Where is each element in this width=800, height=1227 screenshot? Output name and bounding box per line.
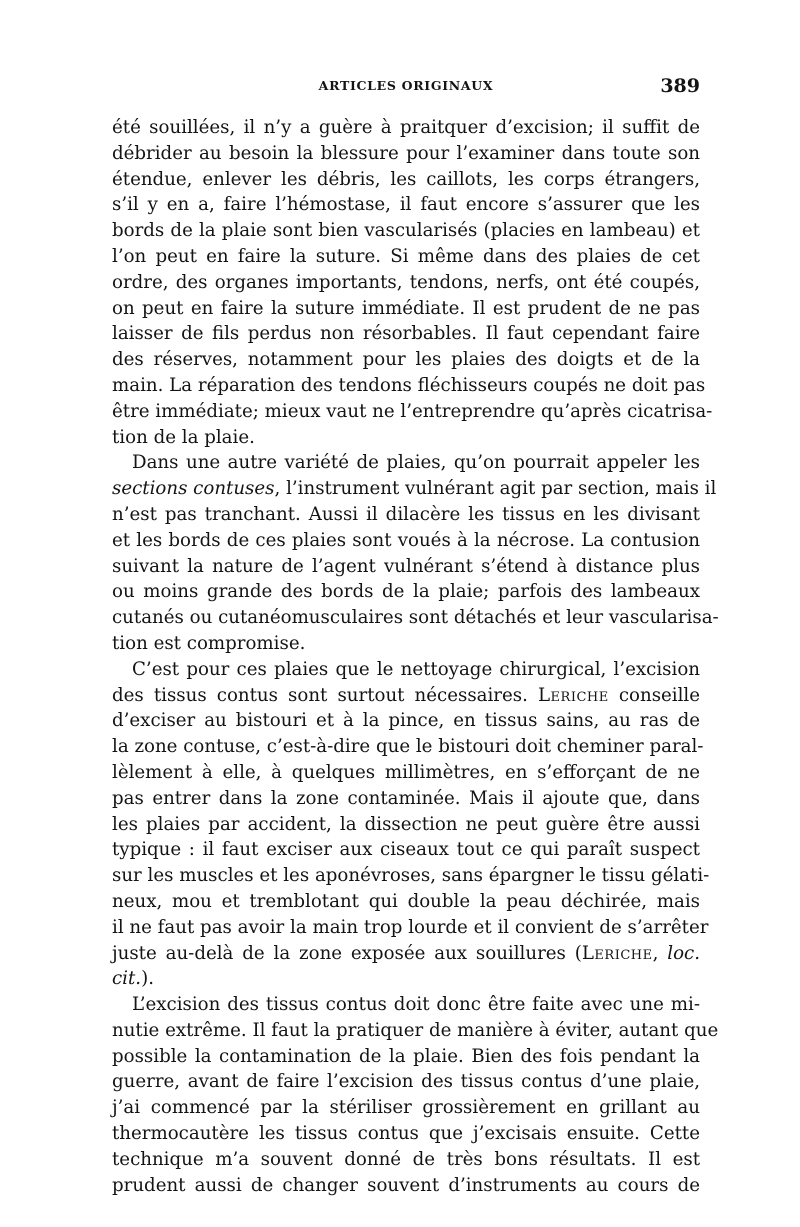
- text-segment: laisser de fils perdus non résorbables. Il faut cependant faire: [112, 323, 700, 345]
- text-line: [112, 1121, 700, 1147]
- text-line: [112, 966, 700, 992]
- text-segment: nutie extrême. Il faut la pratiquer de manière à éviter, autant que: [112, 1019, 719, 1041]
- text-segment: neux, mou et tremblotant qui double la peau déchirée, mais: [112, 890, 700, 912]
- text-segment: les plaies par accident, la dissection ne peut guère être aussi: [112, 813, 700, 835]
- text-line: [112, 1069, 700, 1095]
- text-segment: on peut en faire la suture immédiate. Il est prudent de ne pas: [112, 297, 700, 319]
- text-line: [112, 321, 700, 347]
- text-line: [112, 450, 700, 476]
- italic-text: cit.: [112, 968, 142, 990]
- text-segment: lèlement à elle, à quelques millimètres, en s’efforçant de ne: [112, 761, 700, 783]
- text-line: [112, 1095, 700, 1121]
- text-segment: et les bords de ces plaies sont voués à la nécrose. La contusion: [112, 529, 700, 551]
- text-segment: ,: [652, 942, 668, 964]
- text-line: [112, 786, 700, 812]
- text-segment: été souillées, il n’y a guère à praitquer d’excision; il suffit de: [112, 117, 700, 138]
- text-line: [112, 657, 700, 683]
- text-segment: Dans une autre variété de plaies, qu’on pourrait appeler les: [132, 452, 700, 474]
- text-line: [112, 915, 709, 941]
- text-segment: des réserves, notamment pour les plaies des doigts et de la: [112, 349, 700, 371]
- text-line: [112, 502, 700, 528]
- text-line: [112, 734, 704, 760]
- text-segment: j’ai commencé par la stériliser grossièrement en grillant au: [112, 1097, 700, 1119]
- text-line: [112, 167, 700, 193]
- running-head: [112, 75, 700, 100]
- text-line: [112, 528, 700, 554]
- running-head-title: ARTICLES ORIGINAUX: [318, 78, 494, 93]
- text-line: [112, 476, 717, 502]
- text-line: [112, 270, 700, 296]
- text-line: [112, 941, 700, 967]
- text-segment: il ne faut pas avoir la main trop lourde et il convient de s’arrêter: [112, 916, 709, 938]
- text-segment: ).: [141, 968, 154, 990]
- text-line: [112, 425, 700, 451]
- text-line: [112, 683, 700, 709]
- text-segment: conseille: [608, 684, 700, 706]
- text-segment: main. La réparation des tendons fléchisseurs coupés ne doit pas: [112, 374, 706, 396]
- text-line: [112, 141, 700, 167]
- text-segment: pas entrer dans la zone contaminée. Mais il ajoute que, dans: [112, 787, 700, 809]
- article-body: [112, 115, 719, 1198]
- text-line: [112, 837, 700, 863]
- text-line: [112, 889, 700, 915]
- text-line: [112, 347, 700, 373]
- text-segment: étendue, enlever les débris, les caillots, les corps étrangers,: [112, 168, 700, 190]
- text-line: [112, 812, 700, 838]
- text-segment: des tissus contus sont surtout nécessaires.: [112, 684, 538, 706]
- text-segment: débrider au besoin la blessure pour l’examiner dans toute son: [112, 142, 700, 164]
- text-line: [112, 631, 700, 657]
- text-segment: ordre, des organes importants, tendons, nerfs, ont été coupés,: [112, 271, 700, 293]
- text-line: [112, 760, 700, 786]
- italic-text: sections contuses: [112, 478, 275, 500]
- text-line: [112, 399, 713, 425]
- text-line: [112, 1018, 719, 1044]
- text-segment: prudent aussi de changer souvent d’instruments au cours de: [112, 1174, 700, 1196]
- text-segment: typique : il faut exciser aux ciseaux tout ce qui paraît suspect: [112, 839, 700, 861]
- text-line: [112, 605, 719, 631]
- text-segment: sur les muscles et les aponévroses, sans épargner le tissu gélati-: [112, 865, 710, 887]
- text-line: [112, 992, 700, 1018]
- text-segment: juste au-delà de la zone exposée aux souillures (: [112, 942, 582, 964]
- text-segment: la zone contuse, c’est-à-dire que le bistouri doit cheminer paral-: [112, 736, 704, 758]
- text-segment: , l’instrument vulnérant agit par section, mais il: [274, 478, 717, 500]
- text-line: [112, 218, 700, 244]
- text-line: [112, 1147, 700, 1173]
- text-line: [112, 863, 710, 889]
- text-segment: ou moins grande des bords de la plaie; parfois des lambeaux: [112, 581, 700, 603]
- text-segment: possible la contamination de la plaie. Bien des fois pendant la: [112, 1045, 700, 1067]
- text-segment: thermocautère les tissus contus que j’excisais ensuite. Cette: [112, 1123, 700, 1145]
- text-segment: L’excision des tissus contus doit donc être faite avec une mi-: [132, 994, 700, 1016]
- italic-text: loc.: [667, 942, 700, 964]
- text-segment: d’exciser au bistouri et à la pince, en tissus sains, au ras de: [112, 710, 700, 732]
- text-line: [112, 1173, 700, 1199]
- text-segment: s’il y en a, faire l’hémostase, il faut encore s’assurer que les: [112, 194, 700, 216]
- text-line: [112, 1044, 700, 1070]
- text-line: [112, 192, 700, 218]
- page-number: 389: [660, 75, 700, 97]
- text-segment: C’est pour ces plaies que le nettoyage chirurgical, l’excision: [132, 658, 700, 680]
- text-line: [112, 579, 700, 605]
- text-line: [112, 115, 700, 141]
- text-segment: guerre, avant de faire l’excision des tissus contus d’une plaie,: [112, 1071, 700, 1093]
- text-segment: cutanés ou cutanéomusculaires sont détachés et leur vascularisa-: [112, 607, 719, 629]
- text-segment: suivant la nature de l’agent vulnérant s’étend à distance plus: [112, 555, 700, 577]
- text-segment: tion de la plaie.: [112, 426, 255, 448]
- text-segment: bords de la plaie sont bien vascularisés (placies en lambeau) et: [112, 220, 700, 242]
- text-segment: technique m’a souvent donné de très bons résultats. Il est: [112, 1148, 700, 1170]
- author-name: Leriche: [581, 942, 653, 964]
- text-segment: n’est pas tranchant. Aussi il dilacère les tissus en les divisant: [112, 503, 700, 525]
- text-segment: tion est compromise.: [112, 632, 306, 654]
- author-name: Leriche: [537, 684, 609, 706]
- text-segment: l’on peut en faire la suture. Si même dans des plaies de cet: [112, 245, 700, 267]
- text-line: [112, 296, 700, 322]
- text-line: [112, 708, 700, 734]
- text-line: [112, 373, 706, 399]
- text-line: [112, 244, 700, 270]
- text-segment: être immédiate; mieux vaut ne l’entreprendre qu’après cicatrisa-: [112, 400, 713, 422]
- text-line: [112, 554, 700, 580]
